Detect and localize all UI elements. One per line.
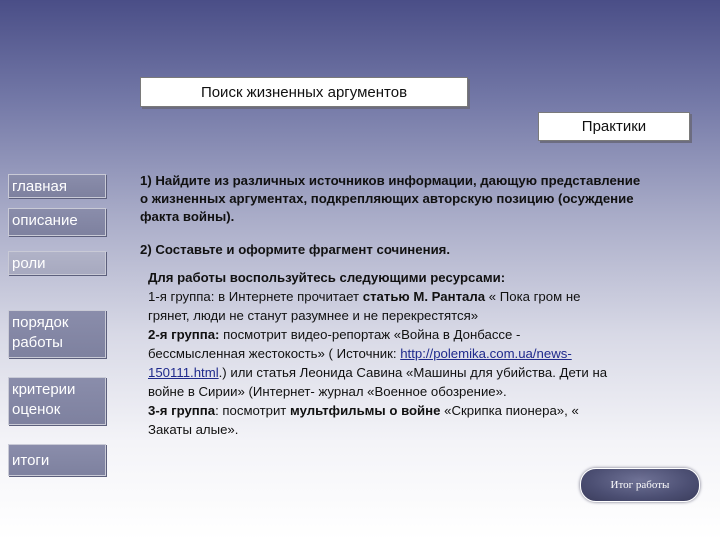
nav-item-main[interactable] (8, 174, 106, 198)
nav-item-label: роли (12, 255, 46, 272)
group-1-title: « Пока гром не грянет, люди не станут разумнее и не перекрестятся» (148, 289, 581, 323)
group-2-article: .) или статья Леонида Савина «Машины для убийства. Дети на войне в Сирии» (Интернет- журнал «Военное обозрение». (148, 365, 608, 399)
task-1: 1) Найдите из различных источников информации, дающую представление о жизненных аргументах, подкрепляющих авторскую позицию (осуждение факта войны). (140, 173, 641, 225)
group-1-article: статью М. Рантала (362, 289, 486, 304)
page-title (140, 77, 468, 107)
page-title-text: Поиск жизненных аргументов (200, 83, 408, 101)
resources-block (148, 268, 608, 439)
nav-item-criteria[interactable] (8, 377, 106, 425)
group-1-text: : в Интернете прочитает (210, 289, 363, 304)
final-results-button[interactable] (580, 468, 700, 502)
group-3-cartoons: мультфильмы о войне (290, 403, 441, 418)
nav-item-label: описание (12, 212, 78, 229)
nav-item-label: главная (12, 178, 67, 195)
final-results-label: Итог работы (610, 479, 670, 491)
source-link[interactable]: http://polemika.com.ua/news-150111.html (148, 346, 572, 380)
group-2-label: 2-я группа: (148, 327, 220, 342)
group-3-label: 3-я группа (148, 403, 216, 418)
nav-item-work-order[interactable] (8, 310, 106, 358)
nav-item-results[interactable] (8, 444, 106, 476)
nav-item-label: порядок работы (12, 314, 69, 351)
nav-item-description[interactable] (8, 208, 106, 236)
group-3-titles: «Скрипка пионера», « Закаты алые». (148, 403, 579, 437)
section-label (538, 112, 690, 141)
nav-item-label: критерии оценок (12, 381, 76, 418)
group-2-text: посмотрит видео-репортаж «Война в Донбассе - бессмысленная жестокость» ( Источник: (148, 327, 521, 361)
group-3-text: : посмотрит (215, 403, 291, 418)
resources-intro: Для работы воспользуйтесь следующими ресурсами: (148, 270, 506, 285)
nav-item-label: итоги (12, 452, 50, 469)
nav-item-roles[interactable] (8, 251, 106, 275)
group-1-label: 1-я группа (148, 289, 211, 304)
section-label-text: Практики (581, 118, 647, 135)
task-2: 2) Составьте и оформите фрагмент сочинения. (140, 242, 451, 257)
